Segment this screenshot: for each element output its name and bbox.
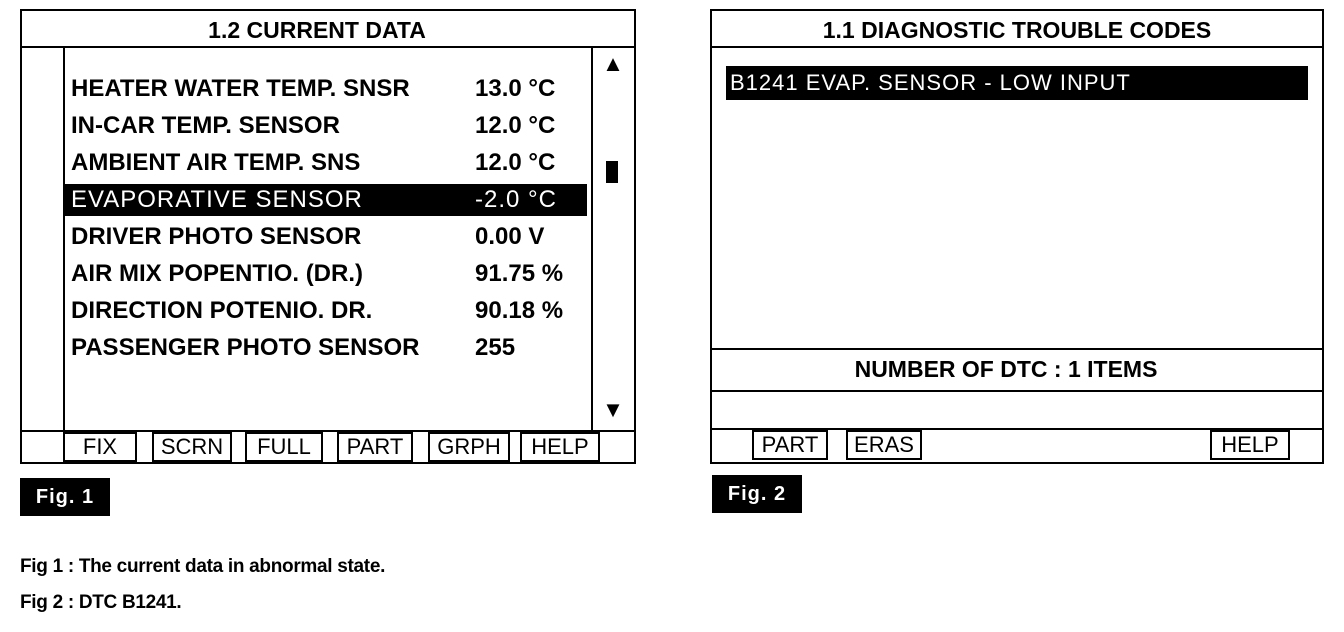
row-value: 13.0 °C bbox=[475, 75, 556, 102]
fix-button[interactable]: FIX bbox=[63, 432, 137, 462]
row-value: 90.18 % bbox=[475, 297, 564, 324]
help-button[interactable]: HELP bbox=[520, 432, 600, 462]
row-label: AMBIENT AIR TEMP. SNS bbox=[71, 149, 361, 176]
row-label: DRIVER PHOTO SENSOR bbox=[71, 223, 362, 250]
scroll-down-icon[interactable]: ▼ bbox=[602, 397, 624, 422]
list-item[interactable] bbox=[65, 295, 587, 327]
current-data-screen bbox=[20, 9, 636, 464]
row-value: 12.0 °C bbox=[475, 112, 556, 139]
list-item[interactable] bbox=[65, 258, 587, 290]
row-value: 91.75 % bbox=[475, 260, 564, 287]
scroll-up-icon[interactable]: ▲ bbox=[602, 51, 624, 76]
row-label: DIRECTION POTENIO. DR. bbox=[71, 297, 373, 324]
dtc-list-item-selected[interactable]: B1241 EVAP. SENSOR - LOW INPUT bbox=[726, 66, 1308, 100]
part-button[interactable]: PART bbox=[337, 432, 413, 462]
row-value: 0.00 V bbox=[475, 223, 545, 250]
current-data-title: 1.2 CURRENT DATA bbox=[208, 17, 426, 43]
dtc-title: 1.1 DIAGNOSTIC TROUBLE CODES bbox=[822, 17, 1212, 43]
row-label: AIR MIX POPENTIO. (DR.) bbox=[71, 260, 364, 287]
title-divider bbox=[712, 46, 1322, 48]
list-item-selected[interactable] bbox=[65, 184, 587, 216]
row-label: HEATER WATER TEMP. SNSR bbox=[71, 75, 410, 102]
list-item[interactable] bbox=[65, 332, 587, 364]
dtc-screen bbox=[710, 9, 1324, 464]
row-value: -2.0 °C bbox=[475, 186, 557, 213]
count-divider-top bbox=[712, 348, 1322, 350]
caption-fig1: Fig 1 : The current data in abnormal state. bbox=[20, 556, 386, 577]
list-item[interactable] bbox=[65, 221, 587, 253]
count-divider-bottom bbox=[712, 390, 1322, 392]
list-item[interactable] bbox=[65, 110, 587, 142]
row-value: 12.0 °C bbox=[475, 149, 556, 176]
full-button[interactable]: FULL bbox=[245, 432, 323, 462]
eras-button[interactable]: ERAS bbox=[846, 430, 922, 460]
grph-button[interactable]: GRPH bbox=[428, 432, 510, 462]
row-value: 255 bbox=[475, 334, 516, 361]
fig1-badge: Fig. 1 bbox=[20, 478, 110, 516]
row-label: IN-CAR TEMP. SENSOR bbox=[71, 112, 340, 139]
help-button[interactable]: HELP bbox=[1210, 430, 1290, 460]
dtc-count: NUMBER OF DTC : 1 ITEMS bbox=[854, 356, 1158, 382]
scrn-button[interactable]: SCRN bbox=[152, 432, 232, 462]
scrollbar-divider bbox=[591, 46, 593, 430]
title-divider bbox=[22, 46, 634, 48]
row-label: EVAPORATIVE SENSOR bbox=[71, 186, 363, 213]
part-button[interactable]: PART bbox=[752, 430, 828, 460]
scroll-thumb[interactable] bbox=[606, 161, 618, 183]
row-label: PASSENGER PHOTO SENSOR bbox=[71, 334, 420, 361]
list-item[interactable] bbox=[65, 147, 587, 179]
caption-fig2: Fig 2 : DTC B1241. bbox=[20, 592, 182, 613]
list-item[interactable] bbox=[65, 73, 587, 105]
fig2-badge: Fig. 2 bbox=[712, 475, 802, 513]
